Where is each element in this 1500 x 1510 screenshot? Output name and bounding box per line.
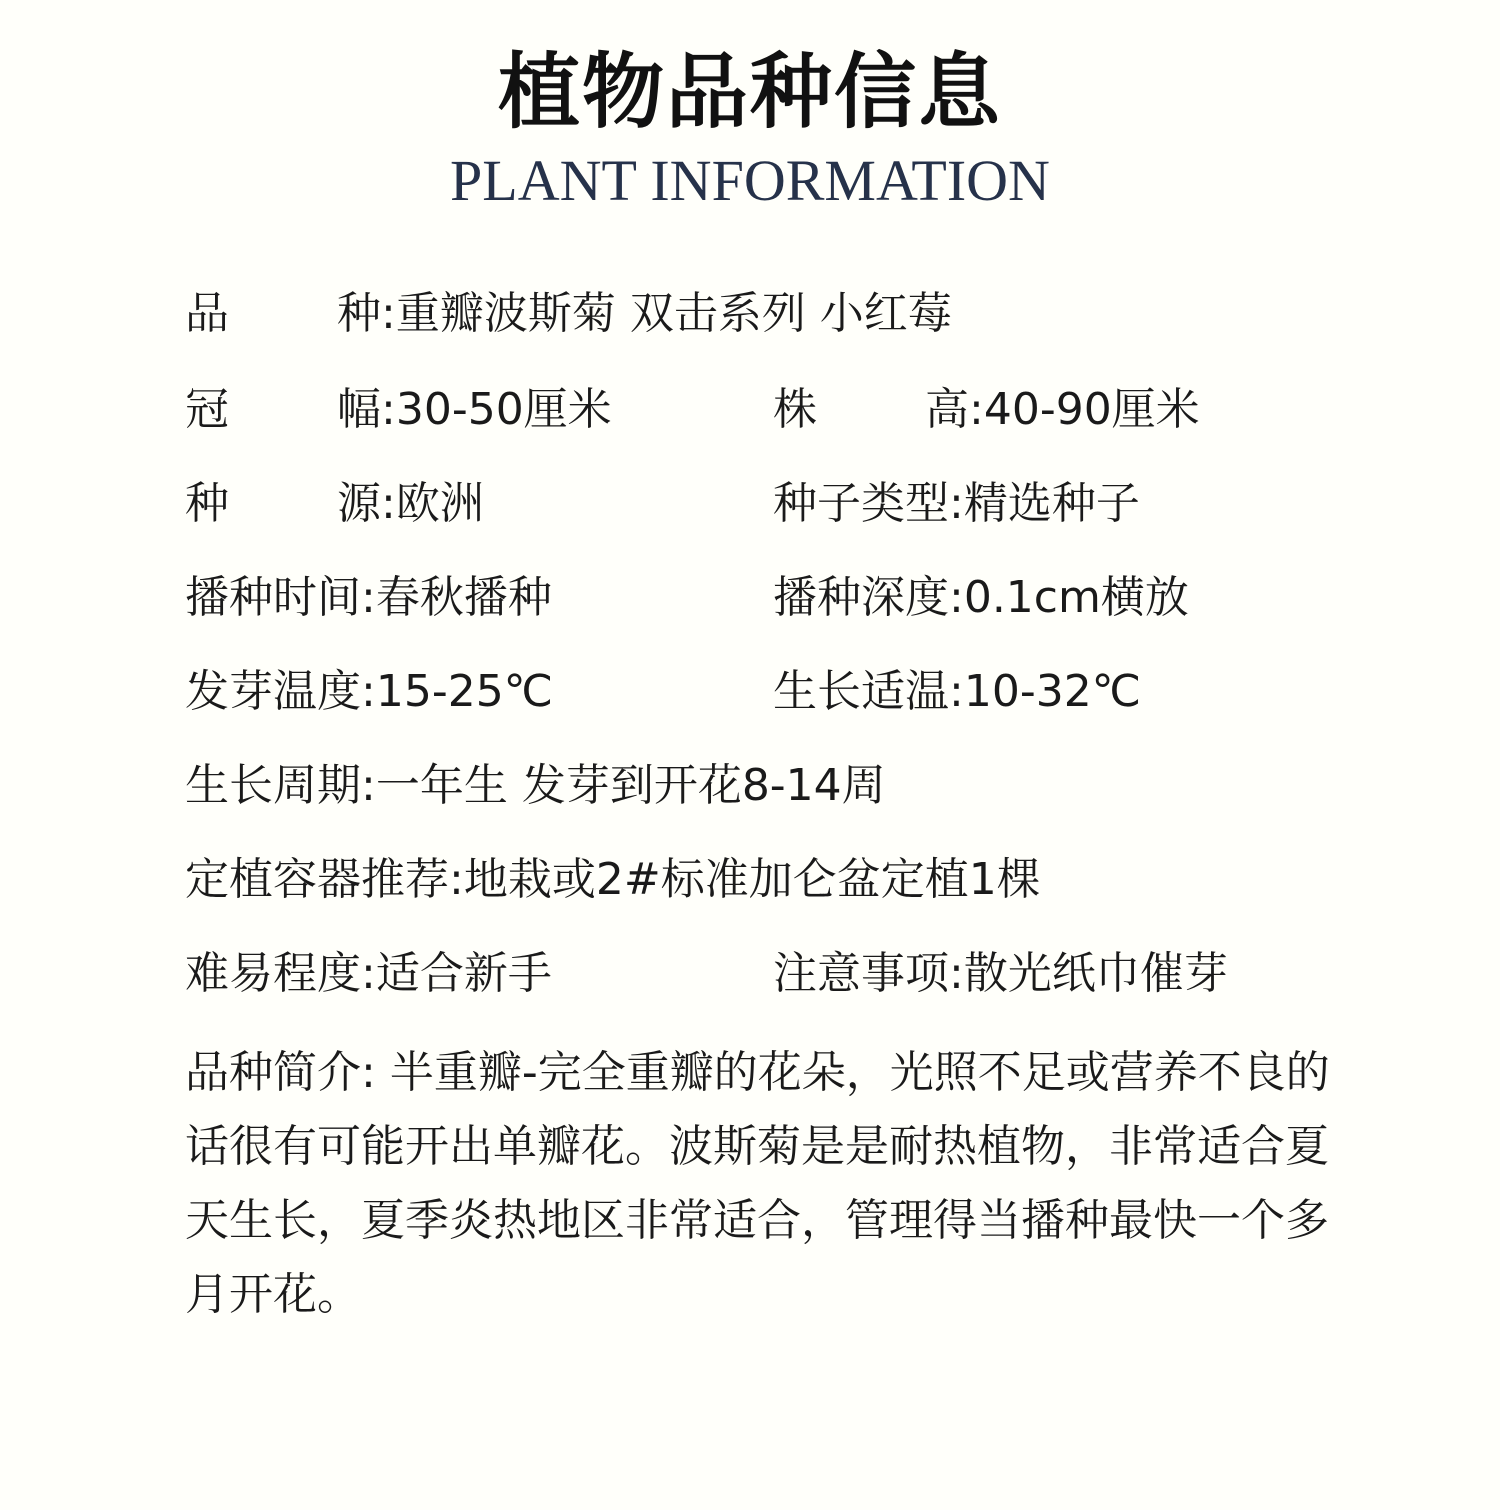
container-sep: : bbox=[449, 854, 464, 905]
sowing-time-sep: : bbox=[361, 572, 376, 623]
variety-label: 品种 bbox=[185, 288, 381, 339]
plant-height-value: 40-90厘米 bbox=[983, 384, 1200, 435]
variety-sep: : bbox=[381, 288, 396, 339]
difficulty-label: 难易程度 bbox=[185, 948, 361, 999]
growth-cycle-value: 一年生 发芽到开花8-14周 bbox=[375, 760, 886, 811]
seed-type-label: 种子类型 bbox=[773, 478, 949, 529]
notes-value: 散光纸巾催芽 bbox=[963, 948, 1228, 999]
plant-height-sep: : bbox=[969, 384, 984, 435]
page-subtitle: PLANT INFORMATION bbox=[450, 148, 1050, 213]
seed-type-value: 精选种子 bbox=[963, 478, 1140, 529]
sowing-time-value: 春秋播种 bbox=[375, 572, 552, 623]
sowing-depth-value: 0.1cm横放 bbox=[963, 572, 1189, 623]
variety-description bbox=[185, 1036, 1345, 1332]
growth-temp-label: 生长适温 bbox=[773, 666, 949, 717]
germination-temp-label: 发芽温度 bbox=[185, 666, 361, 717]
origin-sep: : bbox=[381, 478, 396, 529]
sowing-time-label: 播种时间 bbox=[185, 572, 361, 623]
sowing-depth-sep: : bbox=[949, 572, 964, 623]
crown-width-label: 冠幅 bbox=[185, 384, 381, 435]
description-text: 半重瓣-完全重瓣的花朵，光照不足或营养不良的话很有可能开出单瓣花。波斯菊是是耐热植物，非常适合夏天生长，夏季炎热地区非常适合，管理得当播种最快一个多月开花。 bbox=[185, 1047, 1330, 1320]
germination-temp-value: 15-25℃ bbox=[375, 666, 554, 717]
notes-label: 注意事项 bbox=[773, 948, 949, 999]
sowing-depth-label: 播种深度 bbox=[773, 572, 949, 623]
difficulty-sep: : bbox=[361, 948, 376, 999]
growth-temp-value: 10-32℃ bbox=[963, 666, 1142, 717]
crown-width-value: 30-50厘米 bbox=[395, 384, 612, 435]
origin-label: 种源 bbox=[185, 478, 381, 529]
growth-temp-sep: : bbox=[949, 666, 964, 717]
variety-value: 重瓣波斯菊 双击系列 小红莓 bbox=[395, 288, 952, 339]
page-title: 植物品种信息 bbox=[497, 45, 1002, 140]
germination-temp-sep: : bbox=[361, 666, 376, 717]
description-label: 品种简介: bbox=[185, 1047, 376, 1098]
container-value: 地栽或2#标准加仑盆定植1棵 bbox=[463, 854, 1041, 905]
plant-height-label: 株高 bbox=[773, 384, 969, 435]
growth-cycle-label: 生长周期 bbox=[185, 760, 361, 811]
seed-type-sep: : bbox=[949, 478, 964, 529]
origin-value: 欧洲 bbox=[395, 478, 484, 529]
notes-sep: : bbox=[949, 948, 964, 999]
crown-width-sep: : bbox=[381, 384, 396, 435]
difficulty-value: 适合新手 bbox=[375, 948, 552, 999]
growth-cycle-sep: : bbox=[361, 760, 376, 811]
container-label: 定植容器推荐 bbox=[185, 854, 449, 905]
